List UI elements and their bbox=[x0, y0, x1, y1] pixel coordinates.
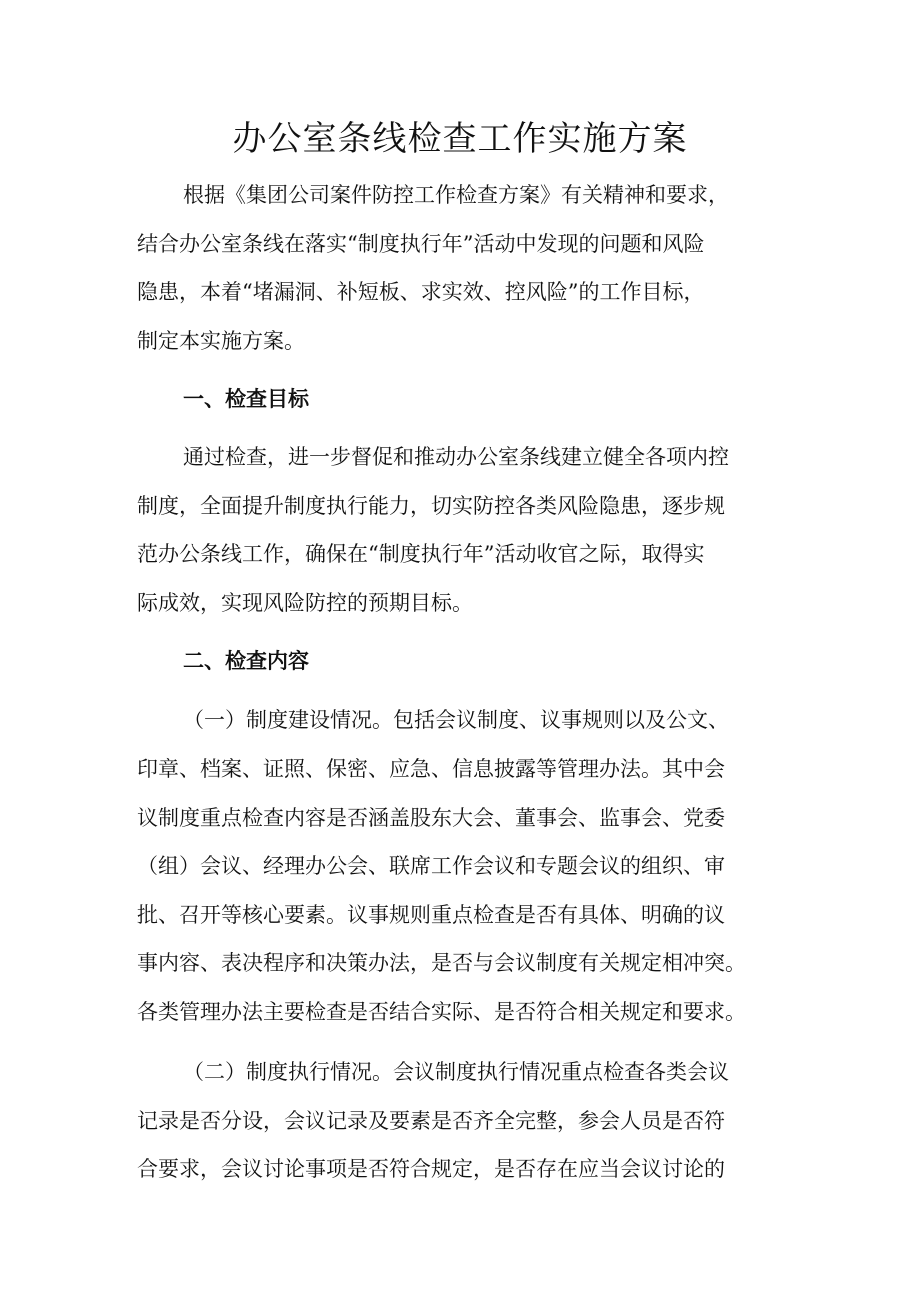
paragraph-line: （组）会议、经理办公会、联席工作会议和专题会议的组织、审 bbox=[137, 854, 725, 878]
section-heading: 一、检查目标 bbox=[183, 387, 309, 411]
paragraph-line: 际成效，实现风险防控的预期目标。 bbox=[137, 591, 473, 615]
paragraph-line: 印章、档案、证照、保密、应急、信息披露等管理办法。其中会 bbox=[137, 757, 725, 781]
paragraph-line: 通过检查，进一步督促和推动办公室条线建立健全各项内控 bbox=[183, 445, 729, 469]
paragraph-line: 合要求，会议讨论事项是否符合规定，是否存在应当会议讨论的 bbox=[137, 1157, 725, 1181]
section-heading: 二、检查内容 bbox=[183, 649, 309, 673]
paragraph-line: 批、召开等核心要素。议事规则重点检查是否有具体、明确的议 bbox=[137, 903, 725, 927]
intro-line: 结合办公室条线在落实“制度执行年”活动中发现的问题和风险 bbox=[137, 232, 705, 256]
paragraph-line: 议制度重点检查内容是否涵盖股东大会、董事会、监事会、党委 bbox=[137, 806, 725, 830]
paragraph-line: （一）制度建设情况。包括会议制度、议事规则以及公文、 bbox=[183, 708, 729, 732]
paragraph-line: 记录是否分设，会议记录及要素是否齐全完整，参会人员是否符 bbox=[137, 1109, 725, 1133]
paragraph-line: 范办公条线工作，确保在“制度执行年”活动收官之际，取得实 bbox=[137, 542, 705, 566]
paragraph-line: 制度，全面提升制度执行能力，切实防控各类风险隐患，逐步规 bbox=[137, 494, 725, 518]
paragraph-line: 各类管理办法主要检查是否结合实际、是否符合相关规定和要求。 bbox=[137, 1000, 746, 1024]
paragraph-line: 事内容、表决程序和决策办法，是否与会议制度有关规定相冲突。 bbox=[137, 951, 746, 975]
intro-line: 制定本实施方案。 bbox=[137, 329, 305, 353]
paragraph-line: （二）制度执行情况。会议制度执行情况重点检查各类会议 bbox=[183, 1060, 729, 1084]
intro-line: 根据《集团公司案件防控工作检查方案》有关精神和要求， bbox=[183, 183, 729, 207]
document-title: 办公室条线检查工作实施方案 bbox=[232, 119, 688, 159]
intro-line: 隐患，本着“堵漏洞、补短板、求实效、控风险”的工作目标， bbox=[137, 280, 705, 304]
